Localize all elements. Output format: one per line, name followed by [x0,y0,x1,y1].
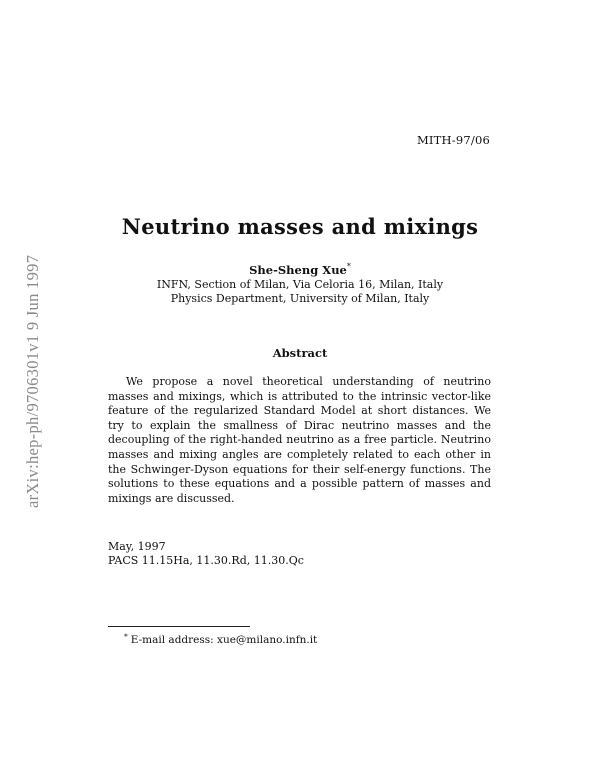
author-line [0,262,600,277]
pacs-codes: PACS 11.15Ha, 11.30.Rd, 11.30.Qc [108,554,304,567]
arxiv-identifier-stamp: arXiv:hep-ph/9706301v1 9 Jun 1997 [23,254,42,508]
abstract-heading: Abstract [272,346,328,360]
report-number: MITH-97/06 [416,133,490,147]
affiliation-2: Physics Department, University of Milan, Italy [170,292,430,305]
abstract-body: We propose a novel theoretical understanding of neutrino masses and mixings, which is attributed to the intrinsic vector-like feature of the regularized Standard Model at short distances. We try to explain the smallness of Dirac neutrino masses and the decoupling of the right-handed neutrino as a free particle. Neutrino masses and mixing angles are completely related to each other in the Schwinger-Dyson equations for their self-energy functions. The solutions to these equations and a possible pattern of masses and mixings are discussed. [108,375,491,505]
author-footnote-mark: * [346,262,351,271]
author-name: She-Sheng Xue [249,263,347,277]
paper-title: Neutrino masses and mixings [121,214,479,239]
footnote-email: E-mail address: xue@milano.infn.it [130,634,318,646]
footnote [124,632,317,646]
date-line: May, 1997 [108,540,166,553]
footnote-mark: * [124,632,128,641]
footnote-rule [108,626,250,627]
affiliation-1: INFN, Section of Milan, Via Celoria 16, Milan, Italy [156,278,444,291]
